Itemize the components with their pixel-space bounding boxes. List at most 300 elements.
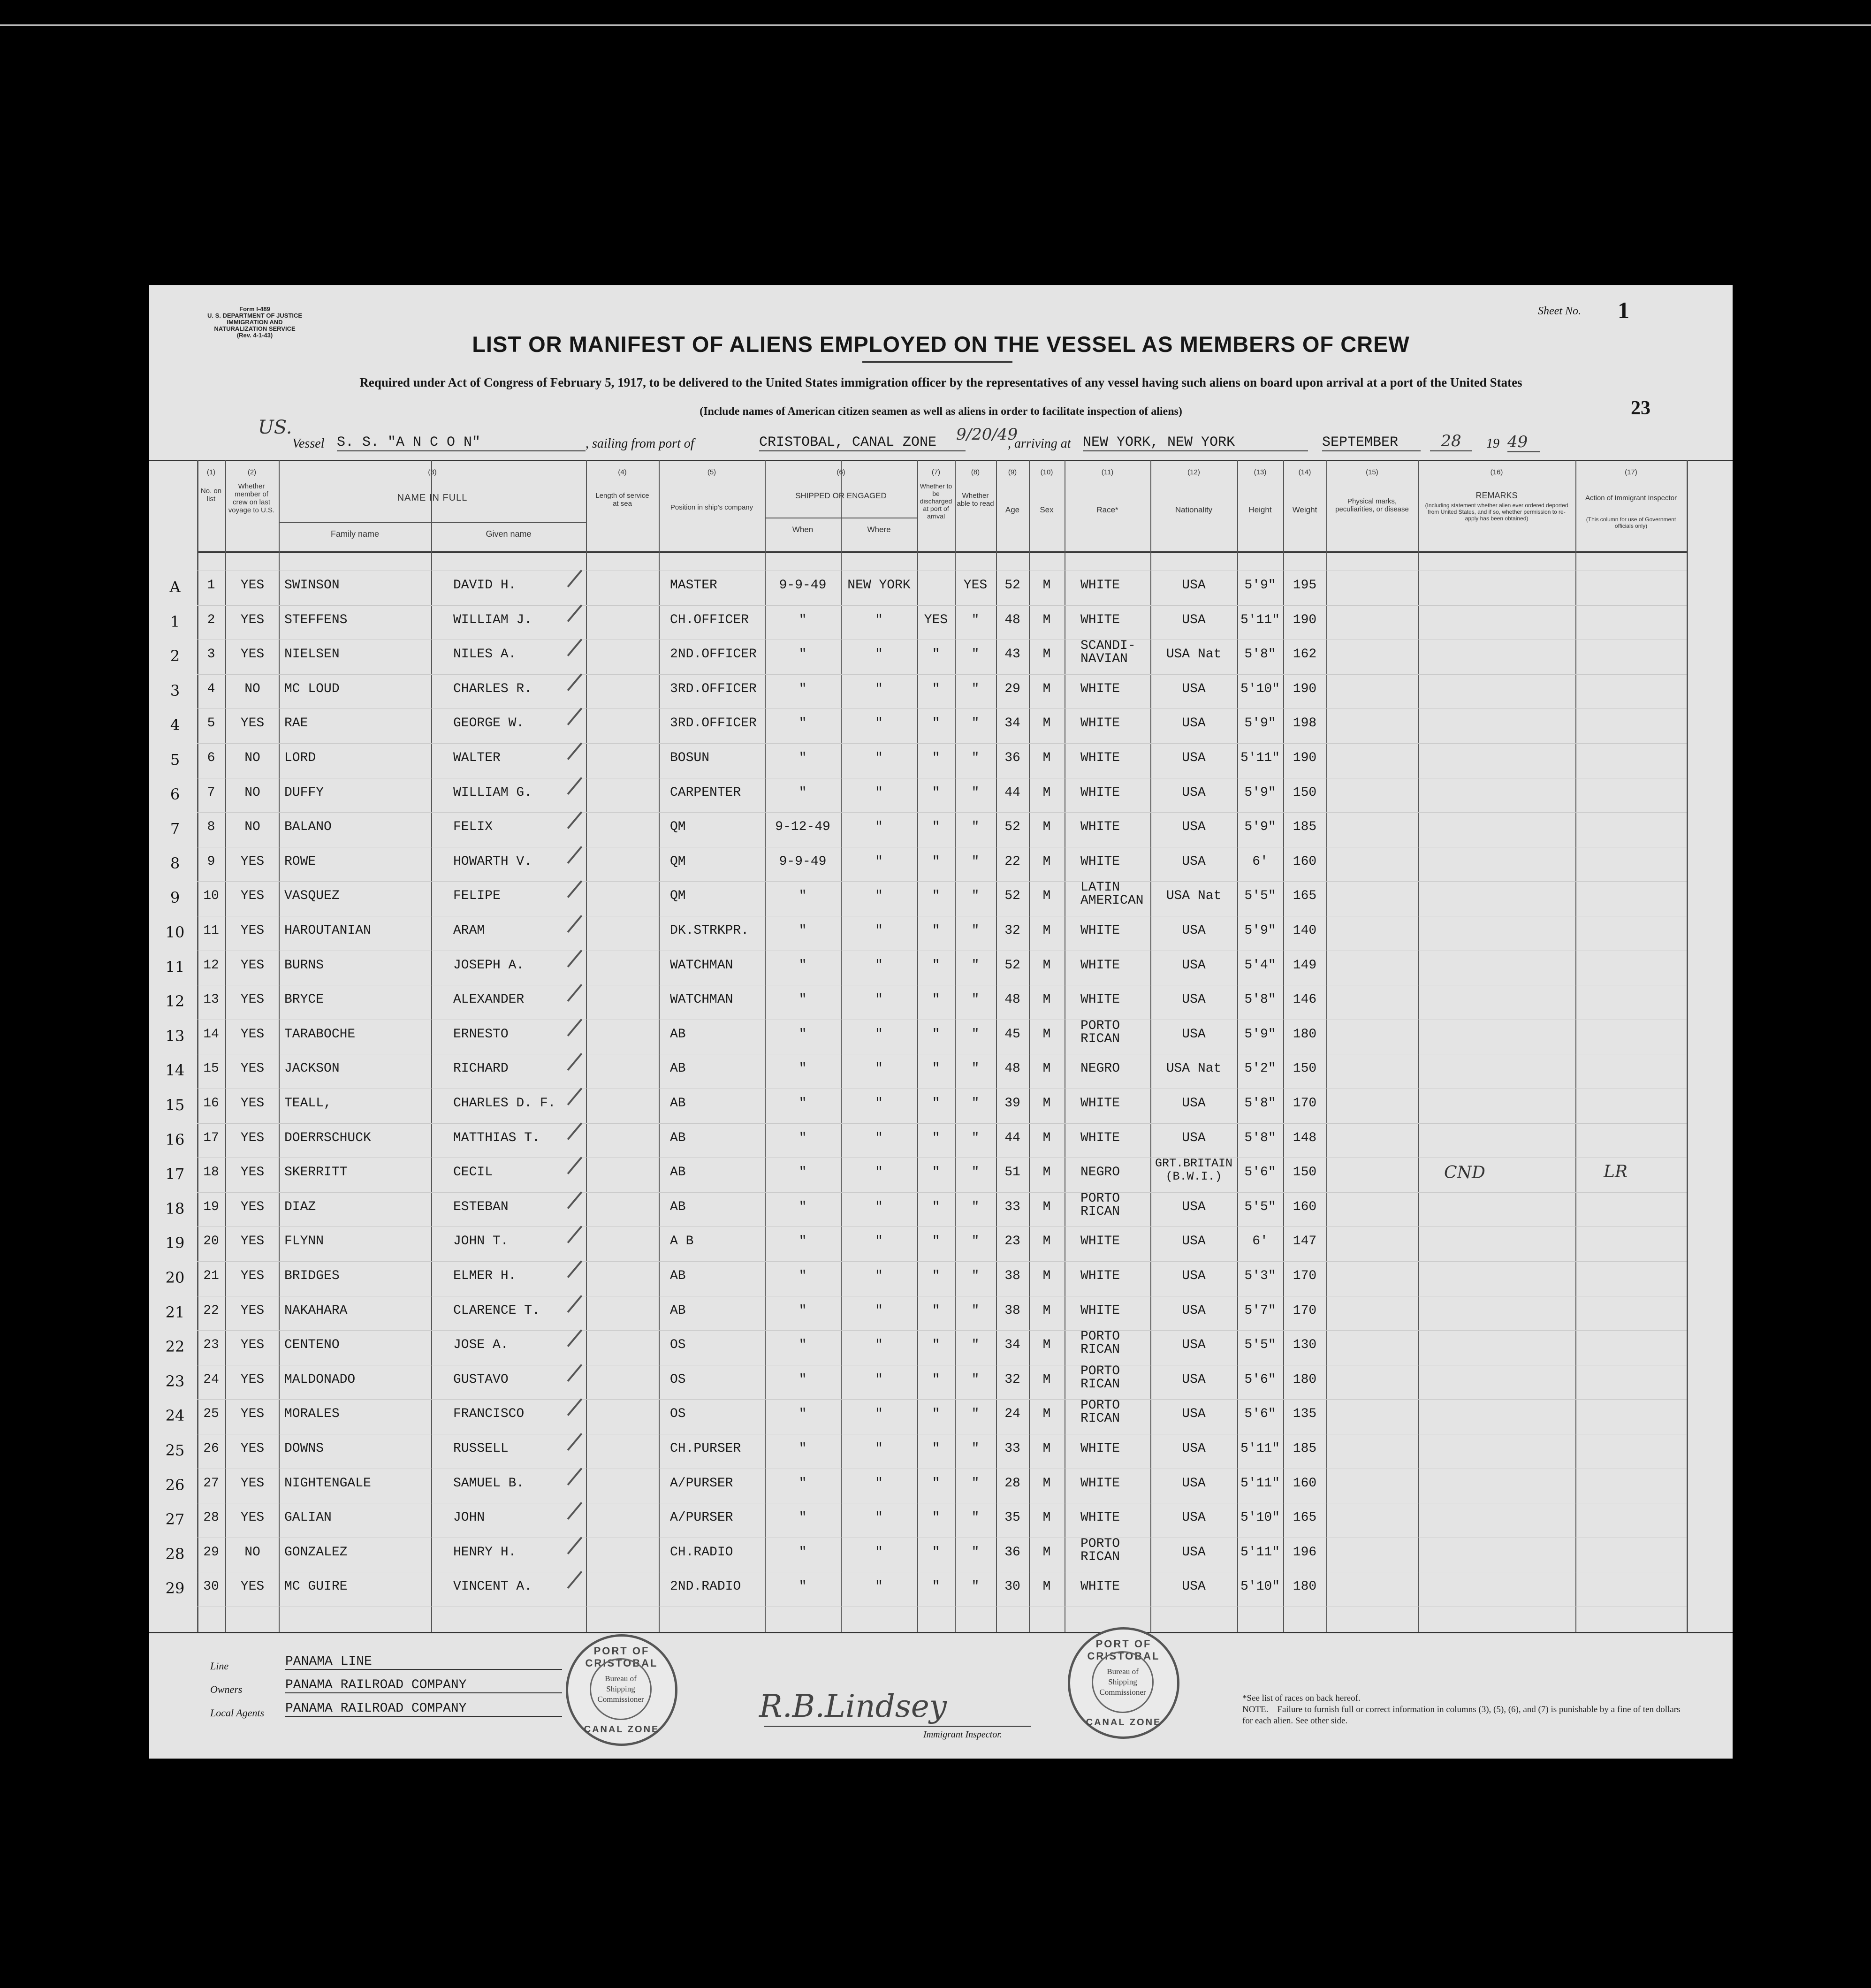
header-race: Race* [1096,505,1118,514]
row-rule [197,605,1687,606]
cell-age: 30 [1004,1579,1020,1594]
cell-race: WHITE [1080,820,1120,834]
cell-c: YES [240,923,265,938]
cell-ht: 5'6" [1244,1407,1276,1421]
cell-where: " [875,1234,883,1249]
cell-c: NO [244,751,260,765]
cell-dis: " [932,785,940,800]
cell-nat: USA [1182,992,1206,1007]
header-remarks: REMARKS [1476,491,1518,500]
cell-dis: " [932,1096,940,1111]
header-nationality: Nationality [1175,505,1213,514]
cell-wt: 162 [1293,647,1317,662]
cell-wt: 140 [1293,923,1317,938]
cell-n: 4 [207,682,215,696]
cell-where: " [875,1407,883,1421]
cell-pos: AB [670,1131,686,1145]
cell-giv: JOHN T. [453,1234,509,1249]
cell-where: " [875,1131,883,1145]
cell-age: 44 [1004,785,1020,800]
cell-race-line2: AMERICAN [1080,893,1144,908]
cell-pos: QM [670,889,686,903]
cell-where: " [875,889,883,903]
cell-c: YES [240,992,265,1007]
cell-nat: USA [1182,1407,1206,1421]
cell-read: " [971,1545,980,1560]
cell-m: 23 [165,1372,185,1390]
row-rule [197,1192,1687,1193]
cell-wt: 185 [1293,820,1317,834]
cell-age: 48 [1004,1061,1020,1076]
cell-c: YES [240,1476,265,1491]
cell-ht: 5'9" [1244,785,1276,800]
cell-race: WHITE [1080,785,1120,800]
inspector-signature: R.B.Lindsey [759,1688,947,1724]
cell-where: " [875,716,883,731]
cell-nat: USA [1182,923,1206,938]
column-rule [1575,460,1576,1632]
cell-dis: " [932,1200,940,1214]
cell-race: WHITE [1080,1131,1120,1145]
cell-n: 25 [203,1407,219,1421]
cell-fam: BRIDGES [284,1269,340,1283]
cell-c: YES [240,1061,265,1076]
seal-center-text: Bureau of Shipping Commissioner [590,1658,652,1720]
cell-nat: USA [1182,578,1206,593]
cell-nat: USA Nat [1166,889,1222,903]
cell-race: NEGRO [1080,1061,1120,1076]
owners-value: PANAMA RAILROAD COMPANY [285,1678,562,1693]
header-shipped-engaged: SHIPPED OR ENGAGED [795,491,887,500]
cell-fam: GALIAN [284,1510,332,1525]
cell-nat: USA [1182,1096,1206,1111]
col-num-5: (5) [707,468,716,476]
col-num-4: (4) [618,468,627,476]
cell-where: " [875,682,883,696]
cell-nat: USA [1182,1234,1206,1249]
cell-age: 28 [1004,1476,1020,1491]
cell-age: 24 [1004,1407,1020,1421]
cell-wt: 180 [1293,1027,1317,1042]
cell-race: WHITE [1080,1269,1120,1283]
cell-m: 18 [165,1200,185,1218]
cell-where: " [875,751,883,765]
cell-giv: WILLIAM G. [453,785,532,800]
cell-pos: 3RD.OFFICER [670,682,757,696]
col-num-17: (17) [1625,468,1637,476]
cell-where: " [875,1165,883,1180]
page-title: LIST OR MANIFEST OF ALIENS EMPLOYED ON THE VESSEL AS MEMBERS OF CREW [472,332,1410,357]
cell-age: 22 [1004,854,1020,869]
cell-m: 26 [165,1476,185,1494]
seal-bottom-text: CANAL ZONE [1086,1717,1162,1728]
cell-dis: " [932,682,940,696]
cell-wt: 150 [1293,1165,1317,1180]
cell-pos: 2ND.RADIO [670,1579,741,1594]
cell-m: A [169,578,181,596]
cell-race: WHITE [1080,1096,1120,1111]
cell-where: " [875,1372,883,1387]
cell-fam: SWINSON [284,578,340,593]
column-rule [996,460,997,1632]
cell-where: NEW YORK [847,578,911,593]
cell-race: LATIN [1080,880,1120,895]
cell-ht: 5'10" [1240,1510,1280,1525]
cell-dis: " [932,1510,940,1525]
cell-n: 20 [203,1234,219,1249]
cell-m: 24 [165,1407,185,1424]
sailing-label: , sailing from port of [586,436,694,451]
cell-read: " [971,613,980,627]
cell-age: 29 [1004,682,1020,696]
cell-fam: TEALL, [284,1096,332,1111]
cell-pos: OS [670,1338,686,1352]
cell-pos: DK.STRKPR. [670,923,749,938]
cell-fam: MORALES [284,1407,340,1421]
cell-wt: 146 [1293,992,1317,1007]
cell-c: YES [240,1407,265,1421]
cell-read: " [971,889,980,903]
cell-when: " [799,1165,807,1180]
cell-n: 9 [207,854,215,869]
cell-read: " [971,1372,980,1387]
cell-read: " [971,1131,980,1145]
cell-wt: 150 [1293,785,1317,800]
row-rule [197,1330,1687,1331]
cell-n: 12 [203,958,219,973]
races-note: *See list of races on back hereof. [1242,1693,1361,1703]
cell-read: YES [963,578,988,593]
cell-fam: JACKSON [284,1061,340,1076]
cell-fam: DOWNS [284,1441,324,1456]
cell-wt: 190 [1293,613,1317,627]
column-rule [917,460,918,1632]
cell-sex: M [1042,1372,1051,1387]
cell-wt: 198 [1293,716,1317,731]
line-value: PANAMA LINE [285,1654,562,1670]
arriving-label: , arriving at [1008,436,1071,451]
row-rule [197,708,1687,709]
cell-giv: WILLIAM J. [453,613,532,627]
vessel-label: Vessel [292,436,325,451]
cell-pos: QM [670,854,686,869]
cell-race: NEGRO [1080,1165,1120,1180]
cell-fam: NIELSEN [284,647,340,662]
cell-giv: ESTEBAN [453,1200,509,1214]
cell-age: 36 [1004,751,1020,765]
cell-n: 27 [203,1476,219,1491]
cell-m: 2 [170,647,180,665]
cell-age: 48 [1004,992,1020,1007]
cell-ht: 5'3" [1244,1269,1276,1283]
cell-sex: M [1042,578,1051,593]
cell-n: 26 [203,1441,219,1456]
cell-pos: 2ND.OFFICER [670,647,757,662]
cell-m: 1 [170,613,180,631]
cell-when: " [799,1096,807,1111]
cell-c: YES [240,1338,265,1352]
cell-when: " [799,647,807,662]
cell-n: 2 [207,613,215,627]
cell-nat: USA [1182,1476,1206,1491]
col-num-7: (7) [931,468,941,476]
cell-read: " [971,1579,980,1594]
cell-age: 33 [1004,1200,1020,1214]
cell-c: NO [244,820,260,834]
col-num-1: (1) [206,468,216,476]
cell-wt: 150 [1293,1061,1317,1076]
cell-wt: 130 [1293,1338,1317,1352]
cell-race: WHITE [1080,958,1120,973]
cell-giv: NILES A. [453,647,517,662]
cell-fam: CENTENO [284,1338,340,1352]
cell-read: " [971,1096,980,1111]
cell-giv: VINCENT A. [453,1579,532,1594]
cell-dis: " [932,1407,940,1421]
cell-c: YES [240,1165,265,1180]
cell-sex: M [1042,1061,1051,1076]
cell-n: 6 [207,751,215,765]
cell-nat: USA Nat [1166,1061,1222,1076]
cell-giv: RICHARD [453,1061,509,1076]
cell-remarks: CND [1444,1163,1485,1182]
row-rule [197,1123,1687,1124]
header-length-service: Length of service at sea [595,492,649,508]
cell-m: 19 [165,1234,185,1252]
cell-where: " [875,1441,883,1456]
cell-pos: OS [670,1372,686,1387]
cell-nat: USA [1182,1579,1206,1594]
cell-race: PORTO [1080,1329,1120,1344]
cell-nat: USA [1182,1131,1206,1145]
cell-wt: 149 [1293,958,1317,973]
cell-age: 34 [1004,716,1020,731]
cell-sex: M [1042,1510,1051,1525]
cell-age: 45 [1004,1027,1020,1042]
header-bottom-rule [197,551,1687,553]
cell-when: " [799,716,807,731]
header-able-read: Whether able to read [957,492,994,508]
arrival-day: 28 [1430,432,1472,451]
agents-label: Local Agents [210,1707,265,1719]
arrival-month: SEPTEMBER [1322,434,1421,451]
col-num-11: (11) [1101,468,1114,476]
cell-where: " [875,854,883,869]
cell-sex: M [1042,1269,1051,1283]
cell-pos: CH.OFFICER [670,613,749,627]
cell-fam: FLYNN [284,1234,324,1249]
cell-m: 17 [165,1165,185,1183]
cell-giv: FELIPE [453,889,501,903]
column-rule [1418,460,1419,1632]
cell-ht: 5'8" [1244,1096,1276,1111]
cell-read: " [971,958,980,973]
cell-fam: BURNS [284,958,324,973]
cell-dis: " [932,958,940,973]
table-bottom-rule [149,1632,1733,1633]
cell-where: " [875,613,883,627]
cell-age: 52 [1004,958,1020,973]
column-rule [765,460,766,1632]
cell-n: 28 [203,1510,219,1525]
cell-nat: USA [1182,1338,1206,1352]
cell-giv: HOWARTH V. [453,854,532,869]
cell-c: YES [240,1441,265,1456]
cell-ht: 5'11" [1240,613,1280,627]
header-position: Position in ship's company [670,503,753,511]
cell-n: 5 [207,716,215,731]
cell-where: " [875,1476,883,1491]
cell-m: 29 [165,1579,185,1597]
cell-m: 22 [165,1338,185,1356]
cell-fam: BALANO [284,820,332,834]
header-discharged: Whether to be discharged at port of arrival [920,482,952,520]
cell-pos: OS [670,1407,686,1421]
cell-m: 27 [165,1510,185,1528]
header-weight: Weight [1292,505,1317,514]
cell-race: WHITE [1080,854,1120,869]
cell-nat: USA [1182,1372,1206,1387]
cell-when: " [799,751,807,765]
cell-read: " [971,1441,980,1456]
cell-nat: USA [1182,785,1206,800]
cell-giv: ELMER H. [453,1269,517,1283]
cell-dis: YES [924,613,948,627]
cell-sex: M [1042,1303,1051,1318]
cell-sex: M [1042,716,1051,731]
cell-when: " [799,1579,807,1594]
cell-dis: " [932,854,940,869]
header-where: Where [867,525,891,534]
cell-race: WHITE [1080,1303,1120,1318]
cell-read: " [971,1200,980,1214]
cell-where: " [875,992,883,1007]
cell-age: 39 [1004,1096,1020,1111]
cell-race: WHITE [1080,992,1120,1007]
cell-race: WHITE [1080,613,1120,627]
cell-sex: M [1042,820,1051,834]
column-rule [1326,460,1327,1632]
cell-fam: STEFFENS [284,613,348,627]
cell-wt: 196 [1293,1545,1317,1560]
cell-read: " [971,1338,980,1352]
cell-nat: USA Nat [1166,647,1222,662]
cell-dis: " [932,716,940,731]
cell-pos: AB [670,1027,686,1042]
cell-read: " [971,992,980,1007]
cell-dis: " [932,1234,940,1249]
cell-fam: BRYCE [284,992,324,1007]
cell-giv: CHARLES R. [453,682,532,696]
cell-fam: MC GUIRE [284,1579,348,1594]
column-rule [1283,460,1284,1632]
cell-read: " [971,716,980,731]
cell-age: 33 [1004,1441,1020,1456]
cell-wt: 160 [1293,854,1317,869]
cell-fam: MC LOUD [284,682,340,696]
cell-read: " [971,1027,980,1042]
cell-ht: 5'10" [1240,1579,1280,1594]
cell-ht: 5'11" [1240,751,1280,765]
cell-ht: 6' [1252,854,1268,869]
sheet-label: Sheet No. [1538,305,1581,317]
cell-wt: 135 [1293,1407,1317,1421]
cell-race: WHITE [1080,1441,1120,1456]
cell-ht: 5'9" [1244,1027,1276,1042]
cell-when: " [799,1027,807,1042]
cell-when: 9-9-49 [779,578,827,593]
cell-ht: 5'9" [1244,923,1276,938]
cell-ht: 5'2" [1244,1061,1276,1076]
cell-age: 52 [1004,889,1020,903]
cell-fam: NAKAHARA [284,1303,348,1318]
seal-bottom-text: CANAL ZONE [584,1724,660,1735]
cell-age: 52 [1004,578,1020,593]
cell-dis: " [932,1441,940,1456]
cell-sex: M [1042,1096,1051,1111]
cell-when: " [799,1441,807,1456]
cell-dis: " [932,1545,940,1560]
cell-wt: 148 [1293,1131,1317,1145]
cell-ht: 5'4" [1244,958,1276,973]
cell-race: PORTO [1080,1537,1120,1551]
col-num-13: (13) [1254,468,1267,476]
cell-dis: " [932,820,940,834]
cell-ht: 6' [1252,1234,1268,1249]
cell-nat: GRT.BRITAIN [1155,1157,1233,1170]
cell-giv: GUSTAVO [453,1372,509,1387]
cell-read: " [971,923,980,938]
cell-dis: " [932,1579,940,1594]
cell-n: 29 [203,1545,219,1560]
cell-m: 5 [170,751,180,769]
row-rule [197,1226,1687,1227]
cell-dis: " [932,1303,940,1318]
cell-giv: HENRY H. [453,1545,517,1560]
cell-c: YES [240,1269,265,1283]
cell-ht: 5'9" [1244,820,1276,834]
cell-sex: M [1042,1579,1051,1594]
cell-nat: USA [1182,958,1206,973]
cell-c: NO [244,1545,260,1560]
cell-n: 24 [203,1372,219,1387]
cell-dis: " [932,751,940,765]
cell-c: YES [240,1027,265,1042]
cell-age: 32 [1004,923,1020,938]
inspector-label: Immigrant Inspector. [923,1729,1002,1740]
cell-giv: GEORGE W. [453,716,525,731]
cell-where: " [875,1303,883,1318]
cell-sex: M [1042,958,1051,973]
header-inspector-note: (This column for use of Government officials only) [1586,516,1676,529]
cell-giv: FELIX [453,820,493,834]
cell-read: " [971,1476,980,1491]
cell-read: " [971,751,980,765]
cell-where: " [875,1269,883,1283]
cell-c: YES [240,1303,265,1318]
cell-dis: " [932,647,940,662]
cell-when: " [799,1303,807,1318]
cell-dis: " [932,1338,940,1352]
column-rule [225,460,226,1632]
owners-label: Owners [210,1683,243,1695]
cell-nat: USA [1182,1027,1206,1042]
cell-n: 3 [207,647,215,662]
cell-c: YES [240,647,265,662]
cell-race: WHITE [1080,1476,1120,1491]
cell-pos: CH.RADIO [670,1545,733,1560]
cell-sex: M [1042,1200,1051,1214]
